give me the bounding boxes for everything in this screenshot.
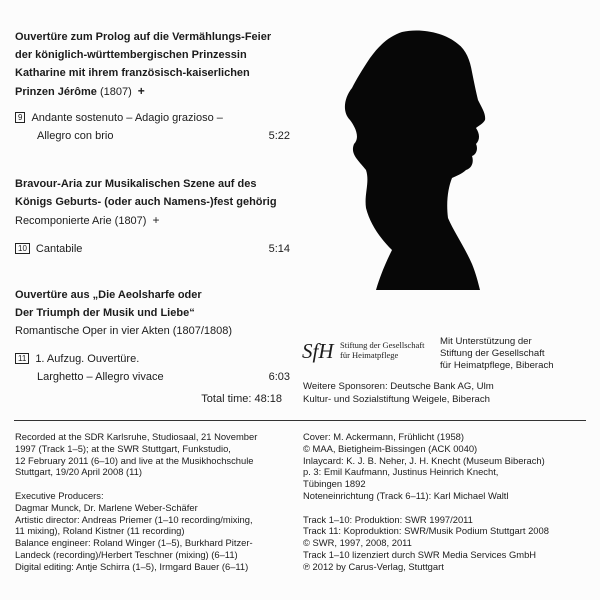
work-1-heading [15,28,290,101]
work-subtitle: Romantische Oper in vier Akten (1807/1808) [15,325,233,337]
credit-line: Executive Producers: [15,489,104,501]
heading-line: Ouvertüre aus „Die Aeolsharfe oder [15,289,202,301]
track-title: Larghetto – Allegro vivace [37,371,164,383]
credit-line: Inlaycard: K. J. B. Neher, J. H. Knecht (Museum Biberach) [303,454,545,466]
support-line: Mit Unterstützung der [440,336,532,347]
credit-line: Artistic director: Andreas Priemer (1–10 recording/mixing, [15,513,253,525]
dagger-mark: + [152,213,160,227]
track-duration: 5:22 [268,130,290,142]
year: (1807) [96,86,132,98]
logo-line: für Heimatpflege [340,350,399,360]
heading-line: der königlich-württembergischen Prinzessin [15,49,247,61]
heading-line: Ouvertüre zum Prolog auf die Vermählungs-Feier [15,31,272,43]
track-row [15,109,290,145]
credit-line: Recorded at the SDR Karlsruhe, Studiosaal, 21 November [15,431,258,442]
credit-line: Balance engineer: Roland Winger (1–5), Burkhard Pitzer- [15,537,253,549]
track-number: 9 [15,112,25,123]
track-number: 10 [15,243,30,254]
track-number: 11 [15,353,29,364]
credit-line: p. 3: Emil Kaufmann, Justinus Heinrich Knecht, [303,466,499,478]
sponsor-line: Kultur- und Sozialstiftung Weigele, Biberach [303,393,491,405]
credit-line: Digital editing: Antje Schirra (1–5), Irmgard Bauer (6–11) [15,560,249,572]
work-3-heading [15,286,290,322]
credit-line: Stuttgart, 19/20 April 2008 (11) [15,466,142,478]
work-2-heading [15,175,290,211]
work-2 [15,175,290,258]
support-text [440,336,554,372]
credit-line: © SWR, 1997, 2008, 2011 [303,537,412,549]
support-line: Stiftung der Gesellschaft [440,348,545,359]
portrait-silhouette [340,28,500,290]
credit-line: Track 1–10: Produktion: SWR 1997/2011 [303,513,473,525]
sponsor-line: Weitere Sponsoren: Deutsche Bank AG, Ulm [303,381,494,392]
track-title: Allegro con brio [37,130,114,142]
credit-line: Cover: M. Ackermann, Frühlicht (1958) [303,431,464,442]
work-subtitle: Recomponierte Arie (1807) [15,215,147,227]
other-sponsors [303,381,494,406]
track-row [15,240,290,258]
credit-line: 12 February 2011 (6–10) and live at the Musikhochschule [15,454,254,466]
support-line: für Heimatpflege, Biberach [440,360,554,371]
total-time: Total time: 48:18 [201,393,282,405]
silhouette-image [340,28,500,290]
credit-line: Track 1–10 lizenziert durch SWR Media Services GmbH [303,548,537,560]
logo-line: Stiftung der Gesellschaft [340,340,425,350]
dagger-mark: + [137,84,145,98]
credit-line: 1997 (Track 1–5); at the SWR Stuttgart, Funkstudio, [15,442,231,454]
credit-line: Dagmar Munck, Dr. Marlene Weber-Schäfer [15,501,198,513]
credit-line: 11 mixing), Roland Kistner (11 recording) [15,525,185,537]
credit-line: © MAA, Bietigheim-Bissingen (ACK 0040) [303,442,478,454]
credit-line: Landeck (recording)/Herbert Teschner (mixing) (6–11) [15,548,238,560]
credit-line: ℗ 2012 by Carus-Verlag, Stuttgart [303,560,444,572]
heading-line: Bravour-Aria zur Musikalischen Szene auf des [15,178,257,190]
work-1 [15,28,290,145]
divider [14,420,586,421]
credit-line: Noteneinrichtung (Track 6–11): Karl Michael Waltl [303,489,509,501]
track-duration: 6:03 [268,371,290,383]
credit-line: Track 11: Koproduktion: SWR/Musik Podium Stuttgart 2008 [303,525,549,537]
sfh-logo-text [340,340,425,360]
heading-line: Der Triumph der Musik und Liebe“ [15,307,195,319]
track-title: Cantabile [35,243,83,255]
heading-line: Königs Geburts- (oder auch Namens-)fest gehörig [15,196,277,208]
heading-line: Prinzen Jérôme [15,86,97,98]
sponsor-logo [302,338,442,372]
track-duration: 5:14 [268,243,290,255]
track-title: Andante sostenuto – Adagio grazioso – [31,112,223,124]
track-row [15,350,290,386]
credits-left [15,431,297,573]
work-3 [15,286,290,386]
sfh-logo-mark: SfH [302,339,334,363]
credits-right [303,431,595,573]
credit-line: Tübingen 1892 [303,478,366,490]
heading-line: Katharine mit ihrem französisch-kaiserlichen [15,67,250,79]
track-title: 1. Aufzug. Ouvertüre. [35,353,140,365]
